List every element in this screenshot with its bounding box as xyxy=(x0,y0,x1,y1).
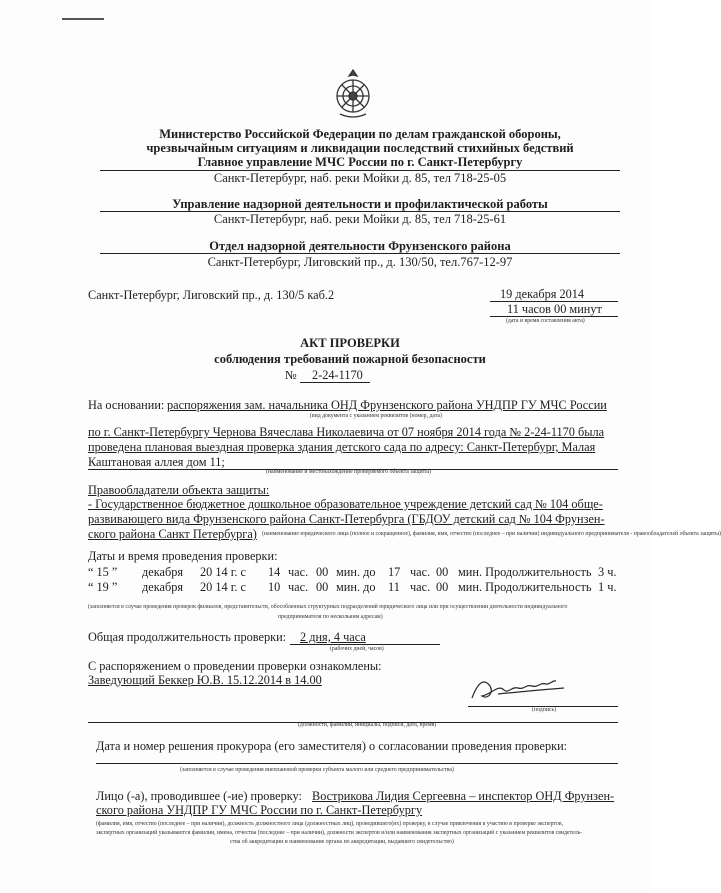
date-row-2-from-m: 00 xyxy=(316,580,329,594)
date-row-1-dur: 3 ч. xyxy=(598,565,617,579)
date-row-1-h2: час. xyxy=(410,565,431,579)
owners-line3: ского района Санкт Петербурга) xyxy=(88,527,257,541)
basis-caption1: (вид документа с указанием реквизитов (номер, дата) xyxy=(310,413,442,419)
duration-underline xyxy=(290,644,440,645)
date-row-1-h1: час. xyxy=(288,565,309,579)
unit-name: Отдел надзорной деятельности Фрунзенского района xyxy=(209,239,511,253)
inspector-label: Лицо (-а), проводившее (-ие) проверку: xyxy=(96,789,302,803)
acquainted-value: Заведующий Беккер Ю.В. 15.12.2014 в 14.00 xyxy=(88,673,322,687)
act-time: 11 часов 00 минут xyxy=(507,302,602,316)
basis-caption2: (наименование и местонахождение проверяемого объекта защиты) xyxy=(266,469,432,475)
date-row-1-to-h: 17 xyxy=(388,565,401,579)
ministry-name-line3: Главное управление МЧС России по г. Санкт-Петербургу xyxy=(197,155,523,169)
date-row-1-day: “ 15 ” xyxy=(88,565,118,579)
owners-label: Правообладатели объекта защиты: xyxy=(88,483,270,497)
dates-label: Даты и время проведения проверки: xyxy=(88,549,278,563)
scan-mark xyxy=(62,18,104,20)
ministry-name-line2: чрезвычайным ситуациям и ликвидации последствий стихийных бедствий xyxy=(146,141,574,155)
acquainted-label: С распоряжением о проведении проверки ознакомлены: xyxy=(88,659,382,673)
date-row-2-to-h: 11 xyxy=(388,580,400,594)
prosecutor-underline xyxy=(96,763,618,764)
date-row-2-from-h: 10 xyxy=(268,580,281,594)
date-row-1-m1: мин. до xyxy=(336,565,376,579)
duration-value: 2 дня, 4 часа xyxy=(300,630,366,644)
act-subtitle: соблюдения требований пожарной безопасности xyxy=(214,352,486,366)
acquainted-caption: (должности, фамилии, инициалы, подписи, дата, время) xyxy=(298,722,437,728)
inspector-caption2: экспертных организаций указываются фамилии, имена, отчества (последнее – при наличии), должности экспертов и/или наименования экспертных организаций с указанием реквизитов свидетель- xyxy=(96,830,583,836)
date-row-1-m2: мин. Продолжительность xyxy=(458,565,592,579)
number-underline xyxy=(300,382,370,383)
department-name: Управление надзорной деятельности и профилактической работы xyxy=(172,197,548,211)
inspector-caption1: (фамилия, имя, отчество (последнее – при наличии), должность должностного лица (должностных лиц), проводившего(их) проверку, в случае привлечения к участию в проверке экспертов, xyxy=(96,821,564,827)
emchs-emblem-icon xyxy=(330,68,376,120)
duration-label: Общая продолжительность проверки: xyxy=(88,630,287,644)
act-number-sign: № xyxy=(285,368,297,382)
inspector-line2: ского района УНДПР ГУ МЧС России по г. Санкт-Петербургу xyxy=(96,803,423,817)
date-row-2-year: 20 14 г. с xyxy=(200,580,247,594)
time-underline xyxy=(490,316,618,317)
act-number: 2-24-1170 xyxy=(312,368,363,382)
signature xyxy=(468,672,568,706)
date-row-2-month: декабря xyxy=(142,580,184,594)
date-row-1-from-h: 14 xyxy=(268,565,281,579)
owners-caption: (наименование юридического лица (полное и сокращенное), фамилия, имя, отчество (последнее – при наличии) индивидуального предпринимателя - правообладателей объекта защиты) xyxy=(262,531,721,537)
date-row-2-h2: час. xyxy=(410,580,431,594)
inspector-caption3: ства об аккредитации и наименование органа по аккредитации, выдавшего свидетельство) xyxy=(230,839,454,845)
date-row-2-m2: мин. Продолжительность xyxy=(458,580,592,594)
dates-caption1: (заполняется в случае проведения проверок филиалов, представительств, обособленных структурных подразделений юридического лица или при осуществлении деятельности индивидуального xyxy=(88,604,568,610)
date-row-1-year: 20 14 г. с xyxy=(200,565,247,579)
date-time-caption: (дата и время составления акта) xyxy=(506,318,585,324)
ministry-address: Санкт-Петербург, наб. реки Мойки д. 85, тел 718-25-05 xyxy=(213,171,507,185)
divider xyxy=(100,253,620,254)
dates-caption2: предпринимателя по нескольким адресам) xyxy=(278,614,383,620)
basis-line4: Каштановая аллея дом 11; xyxy=(88,455,225,469)
department-address: Санкт-Петербург, наб. реки Мойки д. 85, тел 718-25-61 xyxy=(213,212,507,226)
ministry-name-line1: Министерство Российской Федерации по делам гражданской обороны, xyxy=(159,127,561,141)
duration-caption: (рабочих дней, часов) xyxy=(330,646,384,652)
act-title: АКТ ПРОВЕРКИ xyxy=(300,336,400,350)
basis-line3: проведена плановая выездная проверка здания детского сада по адресу: Санкт-Петербург, Малая xyxy=(88,440,596,454)
date-row-2-h1: час. xyxy=(288,580,309,594)
owners-line2: развивающего вида Фрунзенского района Санкт-Петербурга (ГБДОУ детский сад № 104 Фрунзен- xyxy=(88,512,605,526)
act-date: 19 декабря 2014 xyxy=(500,287,585,301)
act-place: Санкт-Петербург, Лиговский пр., д. 130/5 каб.2 xyxy=(88,288,335,302)
basis-line2: по г. Санкт-Петербургу Чернова Вячеслава Николаевича от 07 ноября 2014 года № 2-24-1170 была xyxy=(88,425,605,439)
date-row-1-to-m: 00 xyxy=(436,565,449,579)
owners-line1: - Государственное бюджетное дошкольное образовательное учреждение детский сад № 104 обще- xyxy=(88,497,603,511)
signature-caption: (подпись) xyxy=(532,707,557,713)
inspector-line1: Вострикова Лидия Сергеевна – инспектор ОНД Фрунзен- xyxy=(312,789,615,803)
date-row-2-day: “ 19 ” xyxy=(88,580,118,594)
basis-label: На основании: xyxy=(88,398,165,412)
prosecutor-label: Дата и номер решения прокурора (его заместителя) о согласовании проведения проверки: xyxy=(96,739,568,753)
date-row-1-month: декабря xyxy=(142,565,184,579)
date-row-2-dur: 1 ч. xyxy=(598,580,617,594)
basis-line1: распоряжения зам. начальника ОНД Фрунзенского района УНДПР ГУ МЧС России xyxy=(167,398,607,412)
date-row-1-from-m: 00 xyxy=(316,565,329,579)
unit-address: Санкт-Петербург, Лиговский пр., д. 130/50, тел.767-12-97 xyxy=(207,255,513,269)
prosecutor-caption: (заполняется в случае проведения внеплановой проверки субъекта малого или среднего предпринимательства) xyxy=(180,767,454,773)
date-row-2-to-m: 00 xyxy=(436,580,449,594)
date-row-2-m1: мин. до xyxy=(336,580,376,594)
